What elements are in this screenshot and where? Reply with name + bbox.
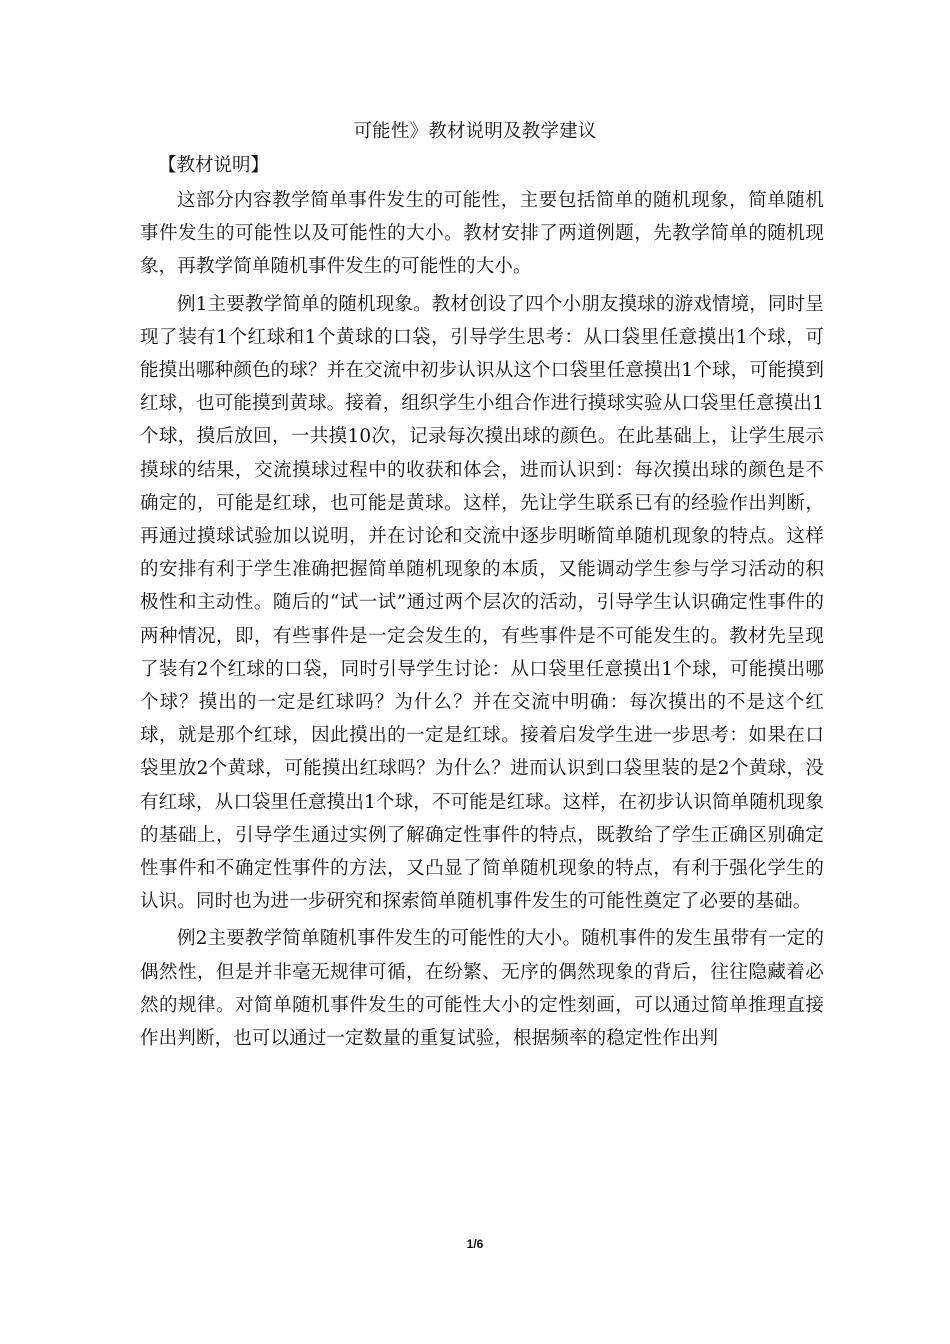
paragraph-intro: 这部分内容教学简单事件发生的可能性，主要包括简单的随机现象，简单随机事件发生的可能性以及可能性的大小。教材安排了两道例题，先教学简单的随机现象，再教学简单随机事件发生的可能性的大小。 [140,190,824,278]
paragraph-example-2: 例2主要教学简单随机事件发生的可能性的大小。随机事件的发生虽带有一定的偶然性，但是并非毫无规律可循，在纷繁、无序的偶然现象的背后，往往隐藏着必然的规律。对简单随机事件发生的可能性大小的定性刻画，可以通过简单推理直接作出判断，也可以通过一定数量的重复试验，根据频率的稳定性作出判 [140,928,824,1050]
document-body [140,184,824,1059]
document-title: 可能性》教材说明及教学建议 [353,121,597,142]
section-heading: 【教材说明】 [158,155,270,176]
paragraph-example-1: 例1主要教学简单的随机现象。教材创设了四个小朋友摸球的游戏情境，同时呈现了装有1个红球和1个黄球的口袋，引导学生思考：从口袋里任意摸出1个球，可能摸出哪种颜色的球？并在交流中初步认识从这个口袋里任意摸出1个球，可能摸到红球，也可能摸到黄球。接着，组织学生小组合作进行摸球实验从口袋里任意摸出1个球，摸后放回，一共摸10次，记录每次摸出球的颜色。在此基础上，让学生展示摸球的结果，交流摸球过程中的收获和体会，进而认识到：每次摸出球的颜色是不确定的，可能是红球，也可能是黄球。这样，先让学生联系已有的经验作出判断，再通过摸球试验加以说明，并在讨论和交流中逐步明晰简单随机现象的特点。这样的安排有利于学生准确把握简单随机现象的本质，又能调动学生参与学习活动的积极性和主动性。随后的“试一试”通过两个层次的活动，引导学生认识确定性事件的两种情况，即，有些事件是一定会发生的，有些事件是不可能发生的。教材先呈现了装有2个红球的口袋，同时引导学生讨论：从口袋里任意摸出1个球，可能摸出哪个球？摸出的一定是红球吗？为什么？并在交流中明确：每次摸出的不是这个红球，就是那个红球，因此摸出的一定是红球。接着启发学生进一步思考：如果在口袋里放2个黄球，可能摸出红球吗？为什么？进而认识到口袋里装的是2个黄球，没有红球，从口袋里任意摸出1个球，不可能是红球。这样，在初步认识简单随机现象的基础上，引导学生通过实例了解确定性事件的特点，既教给了学生正确区别确定性事件和不确定性事件的方法，又凸显了简单随机现象的特点，有利于强化学生的认识。同时也为进一步研究和探索简单随机事件发生的可能性奠定了必要的基础。 [140,293,824,913]
page-number: 1/6 [466,1237,484,1251]
